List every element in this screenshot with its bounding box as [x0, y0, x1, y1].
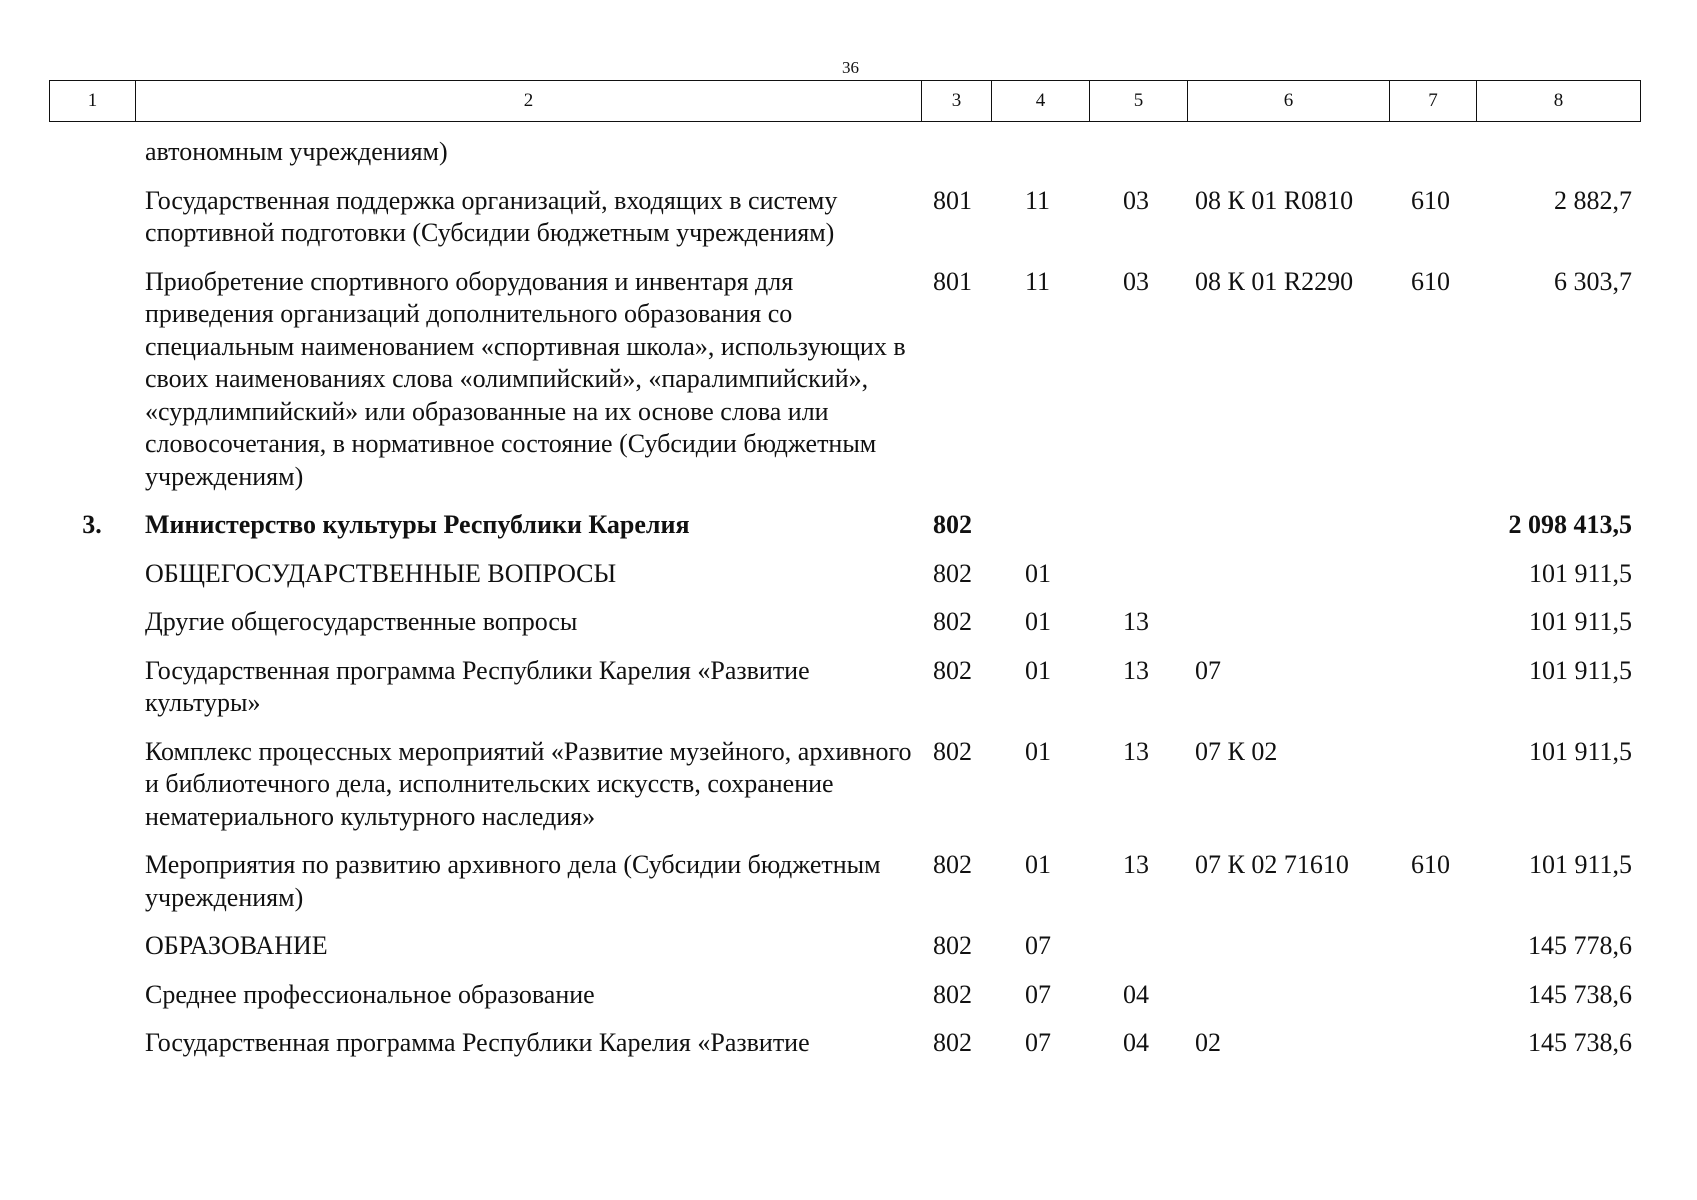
row-target-code: [1187, 136, 1389, 185]
table-body: [49, 136, 1640, 1076]
row-subsection-code: [1089, 136, 1187, 185]
row-subsection-code: [1089, 558, 1187, 607]
row-subsection-code: [1089, 930, 1187, 979]
row-expense-type: [1389, 606, 1476, 655]
row-amount: 6 303,7: [1554, 266, 1632, 296]
row-expense-type: 610: [1411, 850, 1450, 879]
header-col-3: 3: [922, 81, 992, 122]
row-target-code: 02: [1195, 1028, 1221, 1057]
row-section-code: 11: [1025, 266, 1051, 296]
header-col-4: 4: [992, 81, 1090, 122]
row-expense-type: [1389, 655, 1476, 736]
table-row: [49, 1027, 1640, 1076]
row-section-code: 07: [1025, 1028, 1051, 1057]
row-ministry-code: 801: [933, 266, 972, 296]
header-col-6: 6: [1188, 81, 1390, 122]
row-amount: 2 098 413,5: [1508, 510, 1632, 539]
row-name: Министерство культуры Республики Карелия: [145, 510, 690, 539]
header-row: [50, 81, 1641, 122]
header-col-7: 7: [1390, 81, 1477, 122]
row-section-code: 07: [1025, 931, 1051, 960]
row-subsection-code: 13: [1123, 850, 1149, 879]
row-section-code: 01: [1025, 655, 1051, 685]
row-expense-type: 610: [1411, 266, 1450, 296]
row-number: [49, 606, 135, 655]
row-expense-type: [1389, 930, 1476, 979]
row-name: ОБРАЗОВАНИЕ: [145, 931, 328, 960]
row-section-code: [991, 509, 1089, 558]
row-name: Государственная программа Республики Карелия «Развитие: [145, 1028, 810, 1057]
table-row: [49, 509, 1640, 558]
row-ministry-code: 802: [933, 607, 972, 636]
row-expense-type: 610: [1411, 185, 1450, 215]
row-section-code: 01: [1025, 607, 1051, 636]
row-ministry-code: 802: [933, 1028, 972, 1057]
header-col-5: 5: [1090, 81, 1188, 122]
row-subsection-code: 03: [1123, 185, 1149, 215]
row-target-code: 07: [1195, 655, 1221, 685]
table-row: [49, 849, 1640, 930]
row-section-code: 11: [1025, 185, 1051, 215]
row-target-code: [1187, 509, 1389, 558]
row-amount: [1476, 136, 1640, 185]
row-name: Приобретение спортивного оборудования и инвентаря для приведения организаций дополнительного образования со специальным наименованием «спортивная школа», использующих в своих наименованиях слова «олимпийский», «паралимпийский», «сурдлимпийский» или образованные на их основе слова или словосочетания, в нормативное состояние (Субсидии бюджетным учреждениям): [145, 266, 906, 491]
row-target-code: [1187, 930, 1389, 979]
row-name: Среднее профессиональное образование: [145, 979, 595, 1009]
row-number: [49, 849, 135, 930]
row-ministry-code: 802: [933, 850, 972, 879]
row-section-code: 01: [1025, 736, 1051, 766]
row-expense-type: [1389, 558, 1476, 607]
row-number: [49, 930, 135, 979]
row-expense-type: [1389, 1027, 1476, 1076]
row-ministry-code: 802: [933, 979, 972, 1009]
table-row: [49, 979, 1640, 1028]
row-amount: 145 738,6: [1528, 979, 1632, 1009]
row-name: Другие общегосударственные вопросы: [145, 607, 578, 636]
row-name: ОБЩЕГОСУДАРСТВЕННЫЕ ВОПРОСЫ: [145, 558, 617, 588]
row-section-code: 07: [1025, 979, 1051, 1009]
row-section-code: 01: [1025, 558, 1051, 588]
header-col-8: 8: [1477, 81, 1641, 122]
row-target-code: 08 К 01 R0810: [1195, 185, 1354, 215]
row-amount: 145 778,6: [1528, 931, 1632, 960]
row-subsection-code: 13: [1123, 736, 1149, 766]
row-number: [49, 1027, 135, 1076]
page-number: 36: [842, 58, 859, 77]
table-row: [49, 606, 1640, 655]
table-row: [49, 136, 1640, 185]
row-amount: 101 911,5: [1528, 850, 1632, 879]
row-name: автономным учреждениям): [145, 137, 448, 166]
row-subsection-code: [1089, 509, 1187, 558]
table-row: [49, 558, 1640, 607]
budget-table: [49, 136, 1640, 1076]
row-target-code: [1187, 558, 1389, 607]
row-target-code: 08 К 01 R2290: [1195, 266, 1354, 296]
table-row: [49, 736, 1640, 850]
row-name: Государственная поддержка организаций, входящих в систему спортивной подготовки (Субсидии бюджетным учреждениям): [145, 185, 838, 247]
table-row: [49, 266, 1640, 510]
row-subsection-code: 03: [1123, 266, 1149, 296]
row-amount: 101 911,5: [1528, 655, 1632, 685]
row-ministry-code: 802: [933, 655, 972, 685]
row-section-code: [991, 136, 1089, 185]
row-expense-type: [1389, 509, 1476, 558]
row-section-code: 01: [1025, 850, 1051, 879]
row-name: Мероприятия по развитию архивного дела (Субсидии бюджетным учреждениям): [145, 850, 881, 912]
row-target-code: 07 К 02 71610: [1195, 850, 1349, 879]
row-subsection-code: 13: [1123, 607, 1149, 636]
table-header: [49, 80, 1641, 122]
table-row: [49, 930, 1640, 979]
row-ministry-code: [921, 136, 991, 185]
row-target-code: [1187, 606, 1389, 655]
row-number: [49, 558, 135, 607]
row-number: [49, 266, 135, 510]
row-expense-type: [1389, 736, 1476, 850]
row-ministry-code: 802: [933, 736, 972, 766]
row-target-code: 07 К 02: [1195, 736, 1278, 766]
row-amount: 2 882,7: [1554, 185, 1632, 215]
header-col-2: 2: [136, 81, 922, 122]
row-ministry-code: 801: [933, 185, 972, 215]
row-number: [49, 655, 135, 736]
table-row: [49, 185, 1640, 266]
row-subsection-code: 04: [1123, 979, 1149, 1009]
row-ministry-code: 802: [933, 510, 972, 539]
row-target-code: [1187, 979, 1389, 1028]
row-amount: 101 911,5: [1528, 607, 1632, 636]
row-expense-type: [1389, 979, 1476, 1028]
row-number: [49, 979, 135, 1028]
row-expense-type: [1389, 136, 1476, 185]
row-subsection-code: 13: [1123, 655, 1149, 685]
row-number: [49, 736, 135, 850]
row-amount: 145 738,6: [1528, 1028, 1632, 1057]
row-ministry-code: 802: [933, 931, 972, 960]
row-amount: 101 911,5: [1528, 558, 1632, 588]
row-name: Комплекс процессных мероприятий «Развитие музейного, архивного и библиотечного дела, исполнительских искусств, сохранение нематериального культурного наследия»: [145, 736, 912, 831]
row-number: [49, 136, 135, 185]
row-ministry-code: 802: [933, 558, 972, 588]
row-subsection-code: 04: [1123, 1028, 1149, 1057]
row-number: [49, 185, 135, 266]
table-row: [49, 655, 1640, 736]
row-name: Государственная программа Республики Карелия «Развитие культуры»: [145, 655, 810, 717]
row-amount: 101 911,5: [1528, 736, 1632, 766]
header-col-1: 1: [50, 81, 136, 122]
row-number: 3.: [82, 510, 102, 539]
